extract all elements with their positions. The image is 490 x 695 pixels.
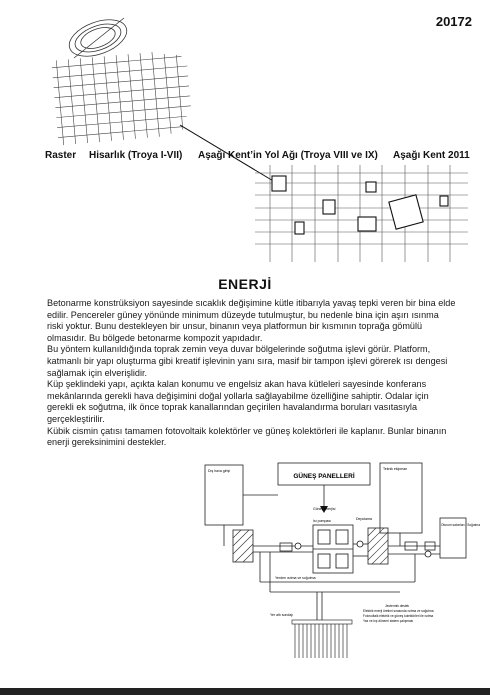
raster-grid [51, 49, 193, 145]
page-number: 20172 [435, 14, 472, 29]
energy-system-diagram [200, 460, 480, 660]
body-text [47, 298, 457, 449]
paragraph: Bu yöntem kullanıldığında toprak zemin veya duvar bölgelerinde soğutma işlevi görür. Platform, katmanlı bir yapı oluşturma gibi kreatif işlevinin yanı sıra, masif bir tampon işlevi görerek ısı dengesi sağlamak için elverişlidir. [47, 344, 448, 378]
diagram-small-label: Oturum salonları / Soğutma [441, 523, 480, 527]
diagram-small-label: Depolama [356, 517, 372, 521]
paragraph: Küp şeklindeki yapı, açıkta kalan konumu ve engelsiz akan hava kütleleri sayesinde konferans mekânlarında gerekli hava değişimini doğal yollarla sağlayabilme özelliğine sahiptir. Odalar için gerekli ek soğutma, ilk önce toprak kanallarından geçirilen havalandırma boruları vasıtasıyla gerçekleştirilir. [47, 379, 429, 424]
legend-line: Elektrik enerji üretimi sırasında ısıtma ve soğutma [363, 609, 434, 613]
diagram-small-label: Isı pompası [313, 519, 332, 523]
legend-line: Fotovoltaik elektrik ve güneş kolektörleri ile ısıtma [363, 614, 434, 618]
section-title: ENERJİ [218, 276, 272, 292]
paragraph: Kübik cismin çatısı tamamen fotovoltaik kolektörler ve güneş kolektörleri ile kaplanır. Bunlar binanın enerji gereksinimini destekler. [47, 425, 447, 448]
diagram-legend [363, 604, 434, 623]
hisarlik-contour-sketch [64, 13, 131, 64]
diagram-small-label: Yer altı sondajı [270, 613, 294, 617]
solar-panels-label: GÜNEŞ PANELLERİ [293, 473, 355, 480]
label-asagi-kent-yol: Aşağı Kent’in Yol Ağı (Troya VIII ve IX) [198, 150, 378, 161]
paragraph: Betonarme konstrüksiyon sayesinde sıcaklık değişimine kütle itibarıyla yavaş tepki veren bir bina elde edilir. Pencereler güney yönünde minimum düzeyde tutulmuştur, bu nedenle bina için aşırı ısınma riski yoktur. Bunu destekleyen bir unsur, binanın veya platformun bir kısmının toprağa gömülü olmasıdır. Bu bölgede betonarme kompozit yapıdadır. [47, 298, 456, 343]
right-equipment-box [380, 463, 422, 533]
legend-line: Yaz ve kış dönemi sistem çalışması [363, 619, 414, 623]
diagram-small-label: Yerden ısıtma ve soğutma [275, 576, 316, 580]
right-box-label: Teknik ekipman [383, 467, 408, 471]
left-box-label: Dış hava girişi [208, 469, 230, 473]
legend-line: Jeotermik destek [385, 604, 410, 608]
lower-city-grid [255, 165, 468, 262]
ground-probes [292, 620, 352, 658]
bottom-rule [0, 688, 490, 695]
diagram-small-label: Güneş enerjisi [313, 507, 336, 511]
site-plan-figure [0, 0, 490, 270]
label-asagi-kent-2011: Aşağı Kent 2011 [393, 150, 470, 161]
left-equipment-box [205, 465, 243, 525]
figure-labels [0, 150, 490, 166]
label-raster: Raster [45, 150, 77, 161]
label-hisarlik: Hisarlık (Troya I-VII) [89, 150, 183, 161]
